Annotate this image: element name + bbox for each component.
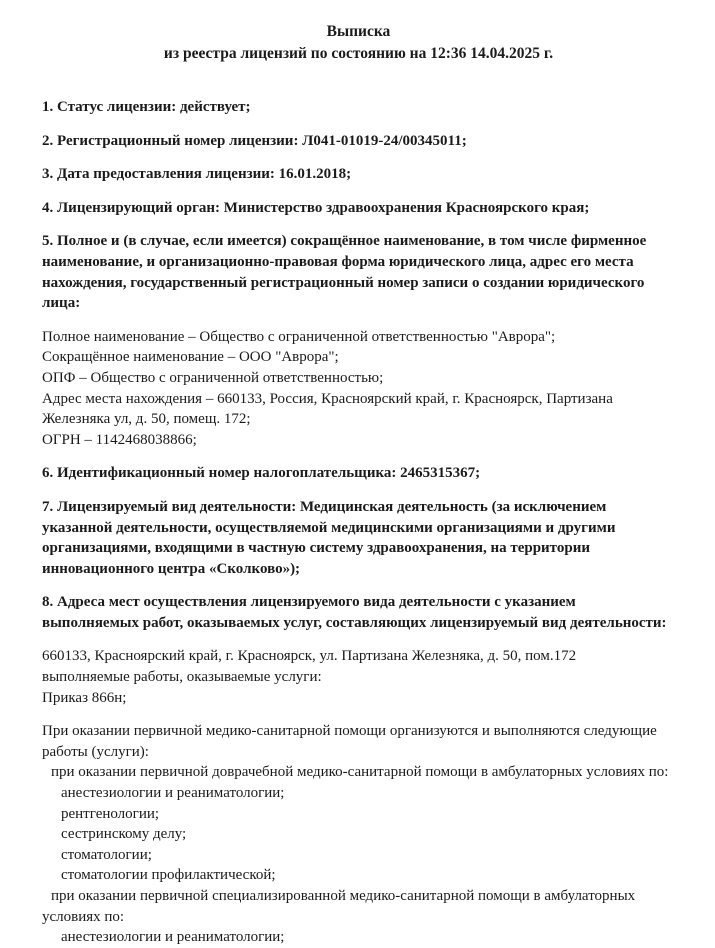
document-title-line1: Выписка: [326, 23, 391, 40]
document-line: при оказании первичной доврачебной медико-санитарной помощи в амбулаторных условиях по:: [51, 764, 669, 781]
document-line: стоматологии профилактической;: [61, 867, 276, 884]
document-line: анестезиологии и реаниматологии;: [61, 929, 285, 946]
document-line: 6. Идентификационный номер налогоплательщика: 2465315367;: [42, 465, 481, 482]
document-line: Полное наименование – Общество с ограниченной ответственностью "Аврора";: [42, 328, 556, 345]
document-line: 8. Адреса мест осуществления лицензируемого вида деятельности с указанием выполняемых работ, оказываемых услуг, составляющих лицензируемый вид деятельности:: [42, 594, 667, 631]
document-line: 1. Статус лицензии: действует;: [42, 99, 251, 115]
document-line: выполняемые работы, оказываемые услуги:: [42, 669, 322, 686]
document-line: Адрес места нахождения – 660133, Россия, Красноярский край, г. Красноярск, Партизана Железняка ул, д. 50, помещ. 172;: [42, 390, 613, 428]
document-line: 5. Полное и (в случае, если имеется) сокращённое наименование, в том числе фирменное наименование, и организационно-правовая форма юридического лица, адрес его места нахождения, государственный регистрационный номер записи о создании юридического лица:: [42, 233, 647, 312]
document-title-line2: из реестра лицензий по состоянию на 12:36 14.04.2025 г.: [163, 45, 554, 62]
document-line: Приказ 866н;: [42, 689, 127, 706]
document-line: ОГРН – 1142468038866;: [42, 431, 197, 448]
document-line: Сокращённое наименование – ООО "Аврора";: [42, 349, 339, 366]
document-line: стоматологии;: [61, 846, 152, 863]
document-line: сестринскому делу;: [61, 826, 187, 843]
document-body: [42, 97, 675, 948]
document-line: ОПФ – Общество с ограниченной ответственностью;: [42, 369, 384, 386]
document-line: при оказании первичной специализированной медико-санитарной помощи в амбулаторных условиях по:: [42, 888, 636, 925]
document-line: анестезиологии и реаниматологии;: [61, 785, 285, 802]
document-line: 3. Дата предоставления лицензии: 16.01.2018;: [42, 166, 352, 183]
document-line: При оказании первичной медико-санитарной помощи организуются и выполняются следующие работы (услуги):: [42, 723, 657, 760]
document-title: [42, 21, 675, 65]
document-line: 2. Регистрационный номер лицензии: Л041-01019-24/00345011;: [42, 132, 467, 149]
document-line: рентгенологии;: [61, 805, 160, 822]
document-line: 4. Лицензирующий орган: Министерство здравоохранения Красноярского края;: [42, 199, 590, 216]
document-line: 660133, Красноярский край, г. Красноярск, ул. Партизана Железняка, д. 50, пом.172: [42, 648, 577, 665]
document-line: 7. Лицензируемый вид деятельности: Медицинская деятельность (за исключением указанной деятельности, осуществляемой медицинскими организациями и другими организациями, входящими в частную систему здравоохранения, на территории инновационного центра «Сколково»);: [42, 498, 616, 577]
